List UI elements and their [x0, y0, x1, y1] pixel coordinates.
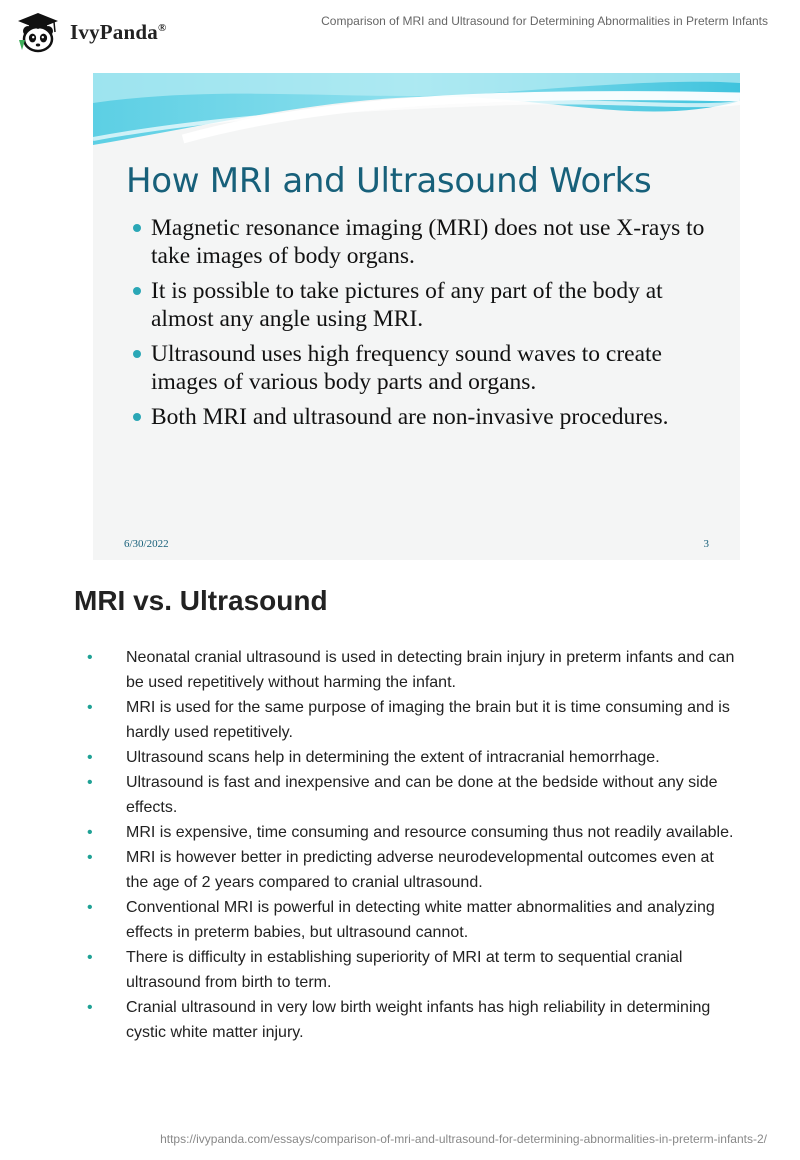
slide-bullet-item: It is possible to take pictures of any part of the body at almost any angle using MRI.: [133, 277, 718, 333]
bullet-icon: •: [87, 774, 93, 791]
list-item: • Ultrasound scans help in determining the extent of intracranial hemorrhage.: [87, 745, 737, 770]
registered-mark: ®: [157, 21, 167, 34]
list-item: • MRI is used for the same purpose of imaging the brain but it is time consuming and is hardly used repetitively.: [87, 695, 737, 745]
list-item: • Ultrasound is fast and inexpensive and can be done at the bedside without any side effects.: [87, 770, 737, 820]
list-item: • Conventional MRI is powerful in detecting white matter abnormalities and analyzing effects in preterm babies, but ultrasound cannot.: [87, 895, 737, 945]
bullet-dot-icon: [133, 224, 141, 232]
slide-page-number: 3: [703, 538, 709, 550]
source-url[interactable]: https://ivypanda.com/essays/comparison-of-mri-and-ultrasound-for-determining-abnormalities-in-preterm-infants-2/: [160, 1132, 767, 1146]
bullet-icon: •: [87, 749, 93, 766]
bullet-dot-icon: [133, 287, 141, 295]
list-item: • Cranial ultrasound in very low birth weight infants has high reliability in determining cystic white matter injury.: [87, 995, 737, 1045]
slide-heading: How MRI and Ultrasound Works: [126, 161, 652, 201]
panda-graduate-icon: [14, 10, 62, 54]
bullet-icon: •: [87, 649, 93, 666]
comparison-bullet-list: [87, 645, 737, 1045]
bullet-icon: •: [87, 824, 93, 841]
bullet-icon: •: [87, 849, 93, 866]
slide-bullet-list: [133, 214, 718, 438]
slide-image: [93, 73, 740, 560]
list-item: • Neonatal cranial ultrasound is used in detecting brain injury in preterm infants and can be used repetitively without harming the infant.: [87, 645, 737, 695]
bullet-icon: •: [87, 699, 93, 716]
slide-bullet-item: Ultrasound uses high frequency sound waves to create images of various body parts and organs.: [133, 340, 718, 396]
list-item: • MRI is expensive, time consuming and resource consuming thus not readily available.: [87, 820, 737, 845]
ivypanda-logo[interactable]: [14, 10, 166, 54]
bullet-icon: •: [87, 899, 93, 916]
slide-bullet-item: Both MRI and ultrasound are non-invasive procedures.: [133, 403, 718, 431]
slide-bullet-item: Magnetic resonance imaging (MRI) does not use X-rays to take images of body organs.: [133, 214, 718, 270]
brand-name: IvyPanda®: [70, 19, 167, 44]
slide-wave-decoration: [93, 73, 740, 153]
bullet-icon: •: [87, 949, 93, 966]
document-title: Comparison of MRI and Ultrasound for Determining Abnormalities in Preterm Infants: [321, 14, 768, 28]
bullet-icon: •: [87, 999, 93, 1016]
slide-date: 6/30/2022: [124, 538, 169, 550]
bullet-dot-icon: [133, 413, 141, 421]
list-item: • MRI is however better in predicting adverse neurodevelopmental outcomes even at the age of 2 years compared to cranial ultrasound.: [87, 845, 737, 895]
list-item: • There is difficulty in establishing superiority of MRI at term to sequential cranial ultrasound from birth to term.: [87, 945, 737, 995]
section-heading: MRI vs. Ultrasound: [74, 585, 328, 616]
bullet-dot-icon: [133, 350, 141, 358]
